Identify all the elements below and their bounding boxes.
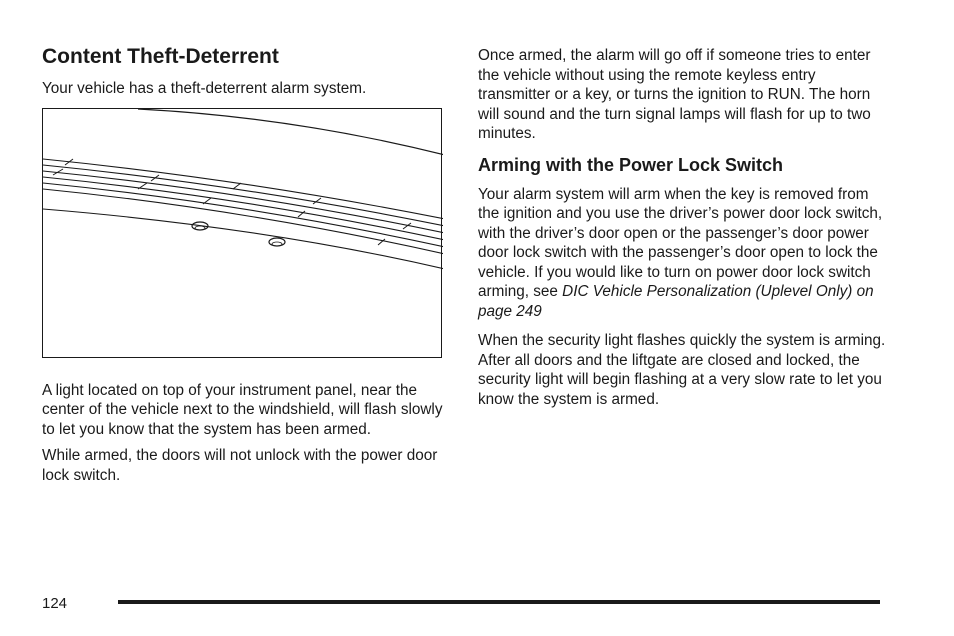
cross-reference-link[interactable]: DIC Vehicle Personalization (Uplevel Only) on page 249 bbox=[478, 283, 874, 320]
defroster-vent bbox=[43, 159, 443, 269]
footer-divider bbox=[118, 600, 880, 604]
armed-doors-paragraph: While armed, the doors will not unlock with the power door lock switch. bbox=[42, 447, 438, 484]
arming-paragraph bbox=[478, 185, 888, 322]
page-number: 124 bbox=[42, 595, 68, 612]
arming-status-paragraph: When the security light flashes quickly the system is arming. After all doors and the liftgate are closed and locked, the security light will begin flashing at a very slow rate to let you know the system is armed. bbox=[478, 332, 886, 408]
instrument-panel-illustration bbox=[42, 108, 442, 358]
dashboard-drawing bbox=[43, 109, 443, 359]
right-column bbox=[478, 46, 888, 416]
intro-paragraph: Your vehicle has a theft-deterrent alarm system. bbox=[42, 80, 367, 97]
alarm-trigger-paragraph: Once armed, the alarm will go off if someone tries to enter the vehicle without using the remote keyless entry transmitter or a key, or turns the ignition to RUN. The horn will sound and the turn signal lamps will flash for up to two minutes. bbox=[478, 47, 871, 142]
section-heading: Content Theft-Deterrent bbox=[42, 45, 279, 68]
arming-text: Your alarm system will arm when the key is removed from the ignition and you use the driver’s power door lock switch, with the driver’s door open or the passenger’s door power door lock switch with the passenger’s door open to lock the vehicle. If you would like to turn on power door lock switch arming, see bbox=[478, 185, 883, 300]
security-light-paragraph: A light located on top of your instrument panel, near the center of the vehicle next to the windshield, will flash slowly to let you know that the system has been armed. bbox=[42, 381, 443, 438]
windshield-edge bbox=[138, 109, 443, 155]
left-column bbox=[42, 44, 447, 492]
arming-subheading: Arming with the Power Lock Switch bbox=[478, 154, 784, 175]
